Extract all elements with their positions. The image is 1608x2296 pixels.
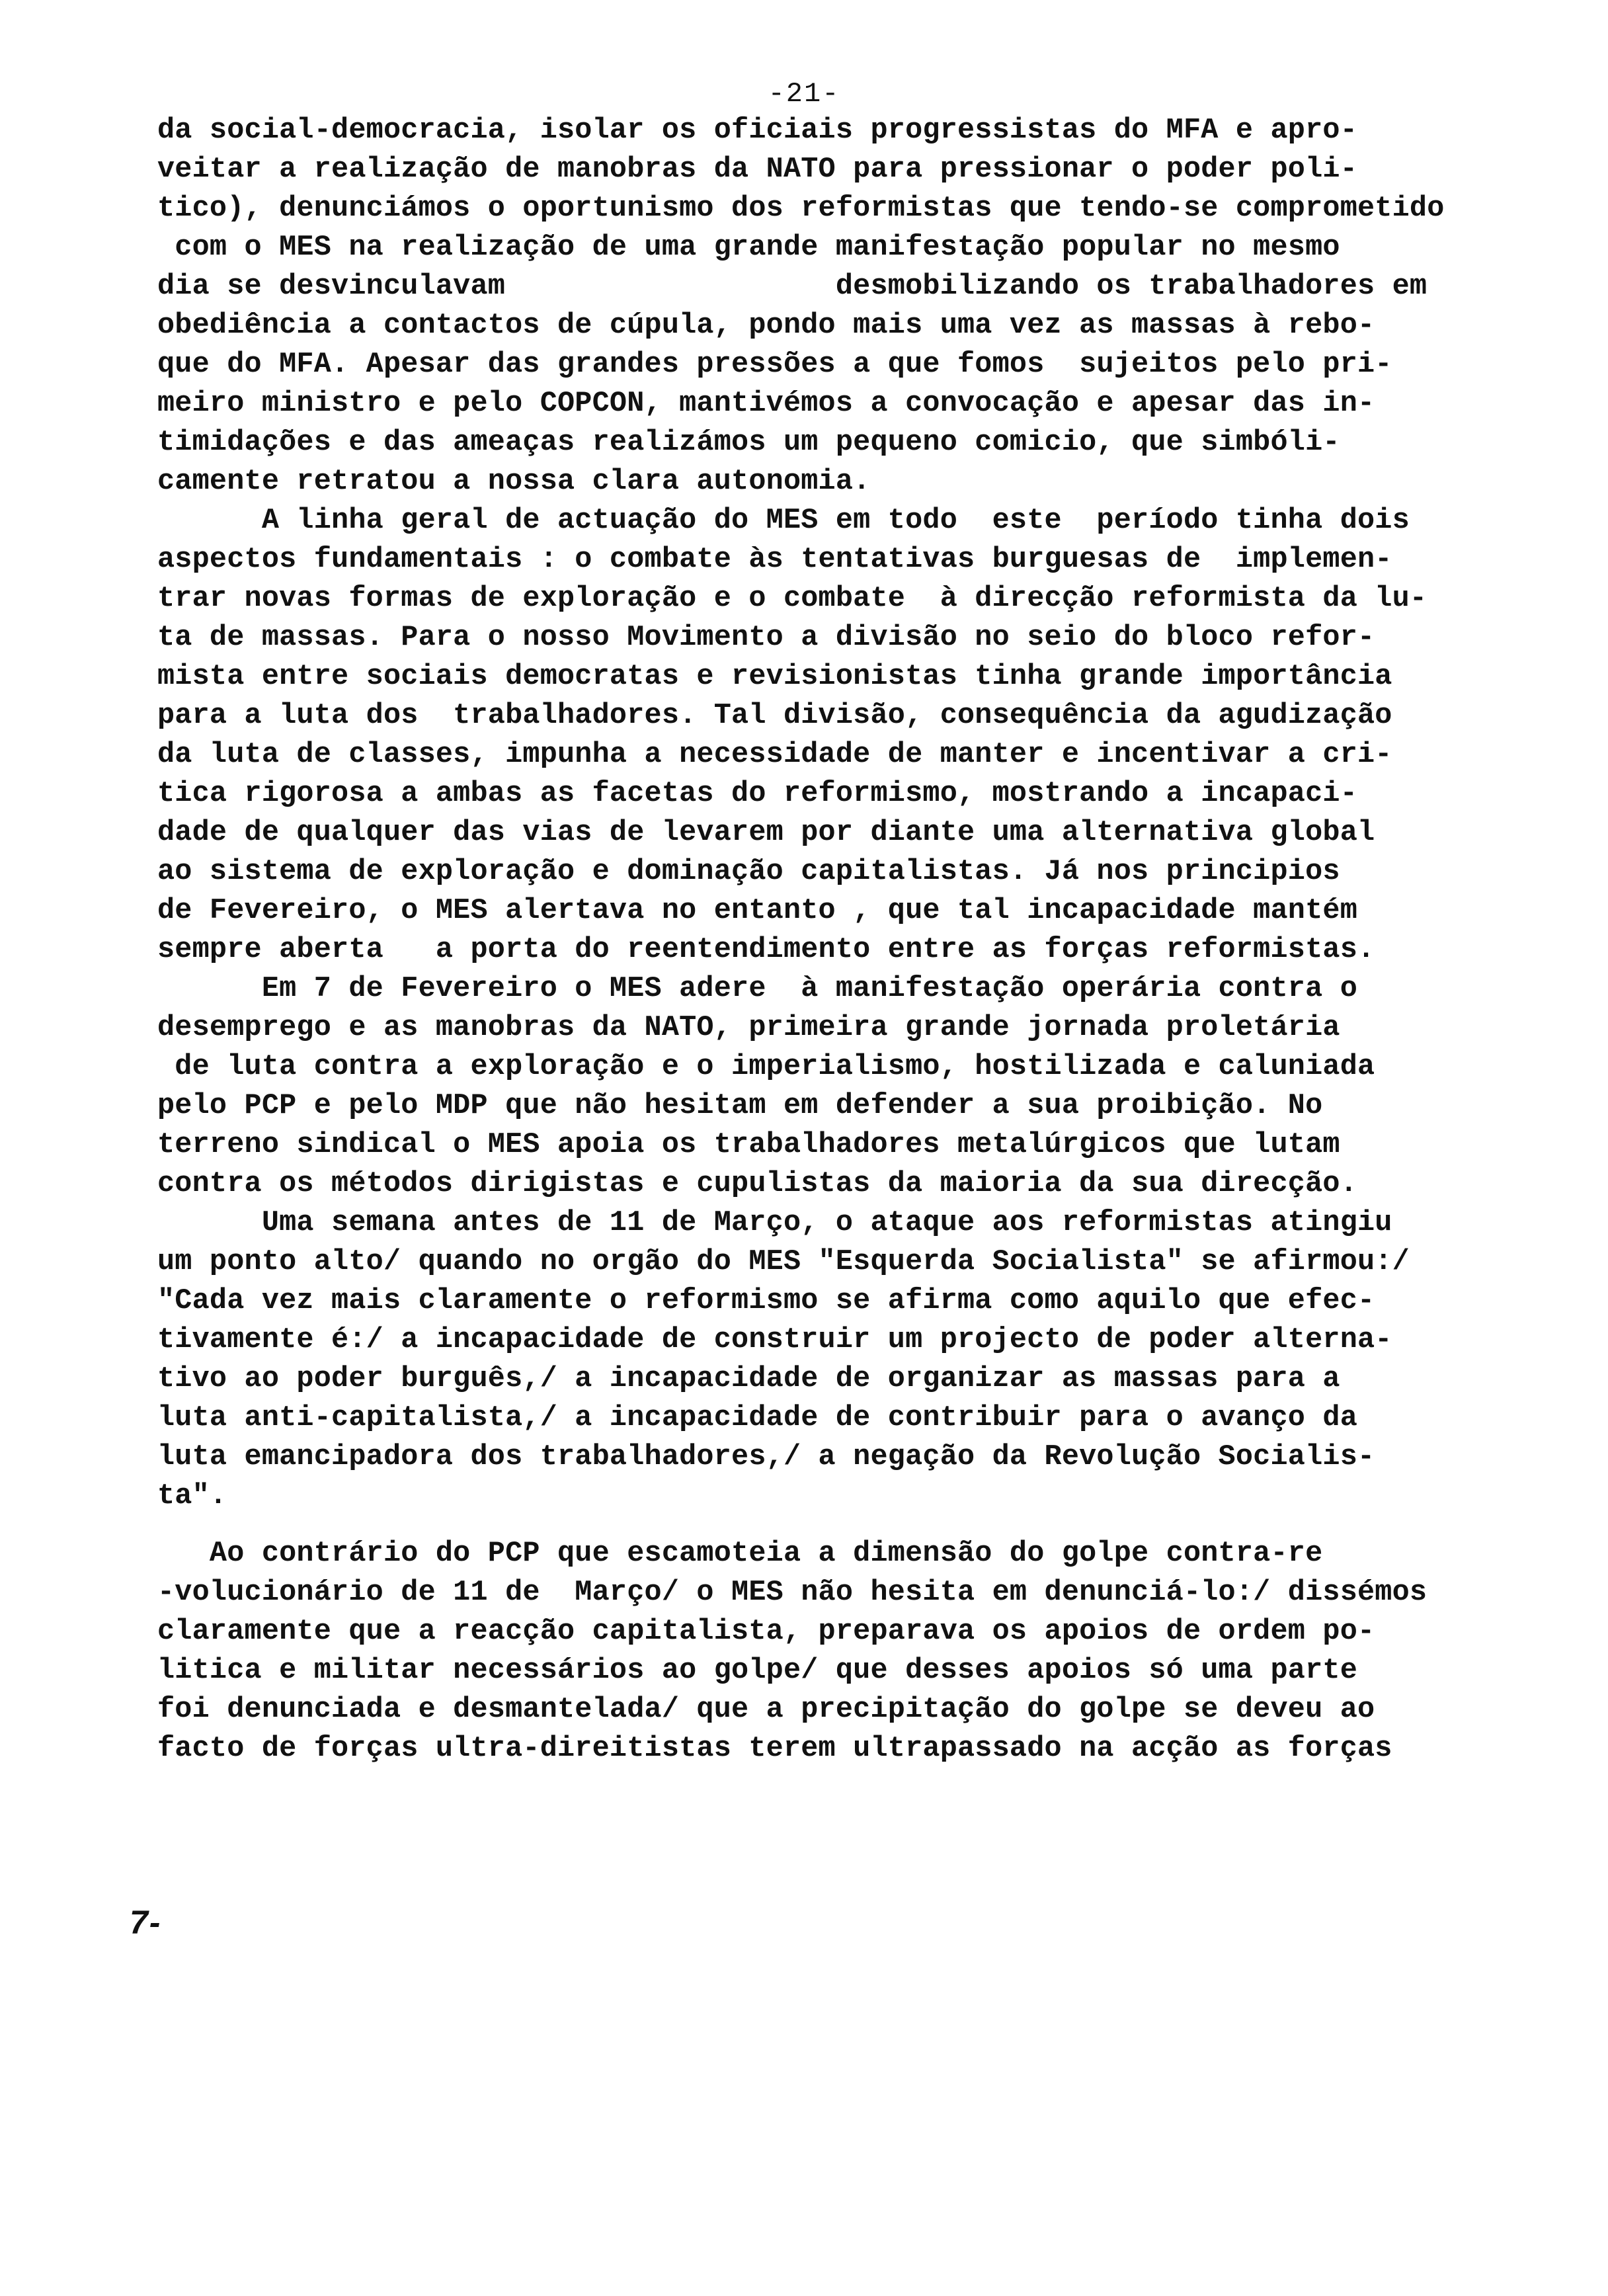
section-line: litica e militar necessários ao golpe/ que desses apoios só uma parte: [157, 1655, 1357, 1687]
section-line: claramente que a reacção capitalista, preparava os apoios de ordem po-: [157, 1616, 1375, 1648]
text-line: mista entre sociais democratas e revisionistas tinha grande importância: [157, 661, 1392, 693]
text-line: de luta contra a exploração e o imperialismo, hostilizada e caluniada: [157, 1051, 1375, 1083]
text-line: da social-democracia, isolar os oficiais progressistas do MFA e apro-: [157, 114, 1357, 147]
text-line: tivo ao poder burguês,/ a incapacidade de organizar as massas para a: [157, 1363, 1340, 1395]
text-line: ao sistema de exploração e dominação capitalistas. Já nos principios: [157, 856, 1340, 888]
text-line: ta".: [157, 1480, 227, 1512]
text-line: dia se desvinculavam desmobilizando os trabalhadores em: [157, 270, 1427, 303]
text-line: tico), denunciámos o oportunismo dos reformistas que tendo-se comprometido: [157, 192, 1445, 225]
text-line: terreno sindical o MES apoia os trabalhadores metalúrgicos que lutam: [157, 1129, 1340, 1161]
text-line: meiro ministro e pelo COPCON, mantivémos a convocação e apesar das in-: [157, 388, 1375, 420]
text-line: timidações e das ameaças realizámos um pequeno comicio, que simbóli-: [157, 427, 1340, 459]
text-line: obediência a contactos de cúpula, pondo mais uma vez as massas à rebo-: [157, 309, 1375, 342]
text-line: dade de qualquer das vias de levarem por diante uma alternativa global: [157, 817, 1375, 849]
text-line: para a luta dos trabalhadores. Tal divisão, consequência da agudização: [157, 700, 1392, 732]
text-line: da luta de classes, impunha a necessidade de manter e incentivar a cri-: [157, 739, 1392, 771]
text-line: veitar a realização de manobras da NATO para pressionar o poder poli-: [157, 153, 1357, 186]
section-line: Ao contrário do PCP que escamoteia a dimensão do golpe contra-re: [157, 1538, 1323, 1570]
section-number: 7-: [130, 1904, 162, 1941]
text-line: tivamente é:/ a incapacidade de construir um projecto de poder alterna-: [157, 1324, 1392, 1356]
text-line: Uma semana antes de 11 de Março, o ataque aos reformistas atingiu: [157, 1207, 1392, 1239]
text-line: aspectos fundamentais : o combate às tentativas burguesas de implemen-: [157, 544, 1392, 576]
section-line: foi denunciada e desmantelada/ que a precipitação do golpe se deveu ao: [157, 1694, 1375, 1726]
section-line: -volucionário de 11 de Março/ o MES não hesita em denunciá-lo:/ dissémos: [157, 1577, 1427, 1609]
text-line: trar novas formas de exploração e o combate à direcção reformista da lu-: [157, 583, 1427, 615]
text-line: ta de massas. Para o nosso Movimento a divisão no seio do bloco refor-: [157, 622, 1375, 654]
text-line: pelo PCP e pelo MDP que não hesitam em defender a sua proibição. No: [157, 1090, 1323, 1122]
text-line: "Cada vez mais claramente o reformismo se afirma como aquilo que efec-: [157, 1285, 1375, 1317]
text-line: luta emancipadora dos trabalhadores,/ a negação da Revolução Socialis-: [157, 1441, 1375, 1473]
text-line: sempre aberta a porta do reentendimento entre as forças reformistas.: [157, 934, 1375, 966]
text-line: A linha geral de actuação do MES em todo este período tinha dois: [157, 505, 1410, 537]
text-line: Em 7 de Fevereiro o MES adere à manifestação operária contra o: [157, 973, 1357, 1005]
text-line: de Fevereiro, o MES alertava no entanto , que tal incapacidade mantém: [157, 895, 1357, 927]
text-line: um ponto alto/ quando no orgão do MES "Esquerda Socialista" se afirmou:/: [157, 1246, 1410, 1278]
text-line: tica rigorosa a ambas as facetas do reformismo, mostrando a incapaci-: [157, 778, 1357, 810]
text-line: contra os métodos dirigistas e cupulistas da maioria da sua direcção.: [157, 1168, 1357, 1200]
text-line: com o MES na realização de uma grande manifestação popular no mesmo: [157, 231, 1340, 264]
section-line: facto de forças ultra-direitistas terem ultrapassado na acção as forças: [157, 1733, 1392, 1765]
text-line: desemprego e as manobras da NATO, primeira grande jornada proletária: [157, 1012, 1340, 1044]
text-line: que do MFA. Apesar das grandes pressões a que fomos sujeitos pelo pri-: [157, 348, 1392, 381]
text-line: camente retratou a nossa clara autonomia.: [157, 466, 871, 498]
document-body: [157, 111, 1559, 1768]
paragraph-gap: [157, 1516, 1559, 1534]
text-line: luta anti-capitalista,/ a incapacidade de contribuir para o avanço da: [157, 1402, 1357, 1434]
page-number: -21-: [768, 78, 840, 110]
